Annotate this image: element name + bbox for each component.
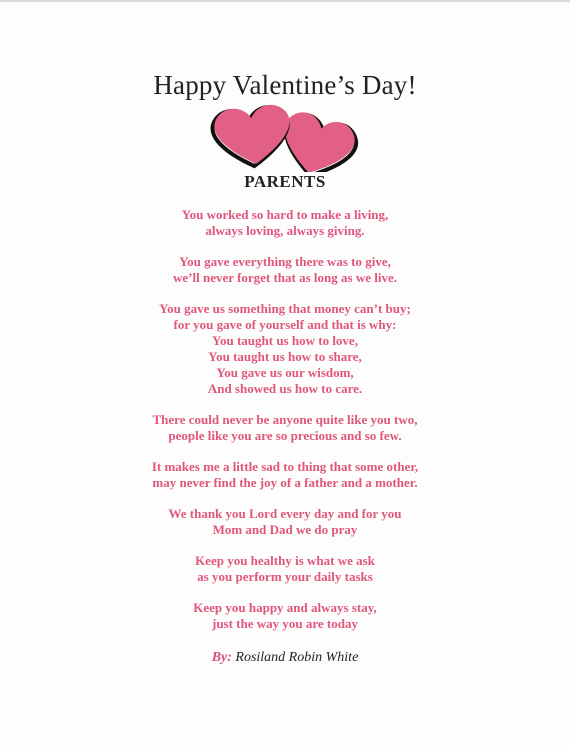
poem-line: And showed us how to care.: [207, 381, 363, 396]
poem-line: You taught us how to share,: [208, 349, 362, 364]
poem-line: You gave us our wisdom,: [216, 365, 354, 380]
stanza-3: [0, 301, 570, 397]
stanza-7: [0, 553, 570, 585]
stanza-4: [0, 412, 570, 444]
poem-line: You gave everything there was to give,: [179, 254, 391, 269]
poem-line: always loving, always giving.: [205, 223, 365, 238]
stanza-6: [0, 506, 570, 538]
poem-line: You taught us how to love,: [212, 333, 358, 348]
poem-line: we’ll never forget that as long as we live.: [173, 270, 397, 285]
poem-line: We thank you Lord every day and for you: [168, 506, 402, 521]
poem-line: Keep you happy and always stay,: [193, 600, 377, 615]
poem-line: for you gave of yourself and that is why:: [173, 317, 397, 332]
poem-line: may never find the joy of a father and a mother.: [152, 475, 418, 490]
stanza-2: [0, 254, 570, 286]
poem-line: Mom and Dad we do pray: [212, 522, 358, 537]
two-hearts-icon: [205, 100, 365, 172]
poem-subtitle: PARENTS: [244, 172, 326, 191]
poem-line: It makes me a little sad to thing that some other,: [151, 459, 419, 474]
poem-line: just the way you are today: [211, 616, 358, 631]
stanza-1: [0, 207, 570, 239]
stanza-5: [0, 459, 570, 491]
poem-body: [0, 207, 570, 647]
poem-line: You worked so hard to make a living,: [181, 207, 389, 222]
author-signature: [0, 650, 570, 666]
poem-line: You gave us something that money can’t buy;: [159, 301, 411, 316]
signature-prefix: By:: [211, 650, 232, 665]
poem-line: There could never be anyone quite like you two,: [152, 412, 418, 427]
signature-name: Rosiland Robin White: [235, 650, 359, 665]
page-title: Happy Valentine’s Day!: [153, 70, 417, 100]
poem-line: people like you are so precious and so few.: [168, 428, 402, 443]
stanza-8: [0, 600, 570, 632]
poem-line: as you perform your daily tasks: [197, 569, 373, 584]
poem-line: Keep you healthy is what we ask: [195, 553, 375, 568]
